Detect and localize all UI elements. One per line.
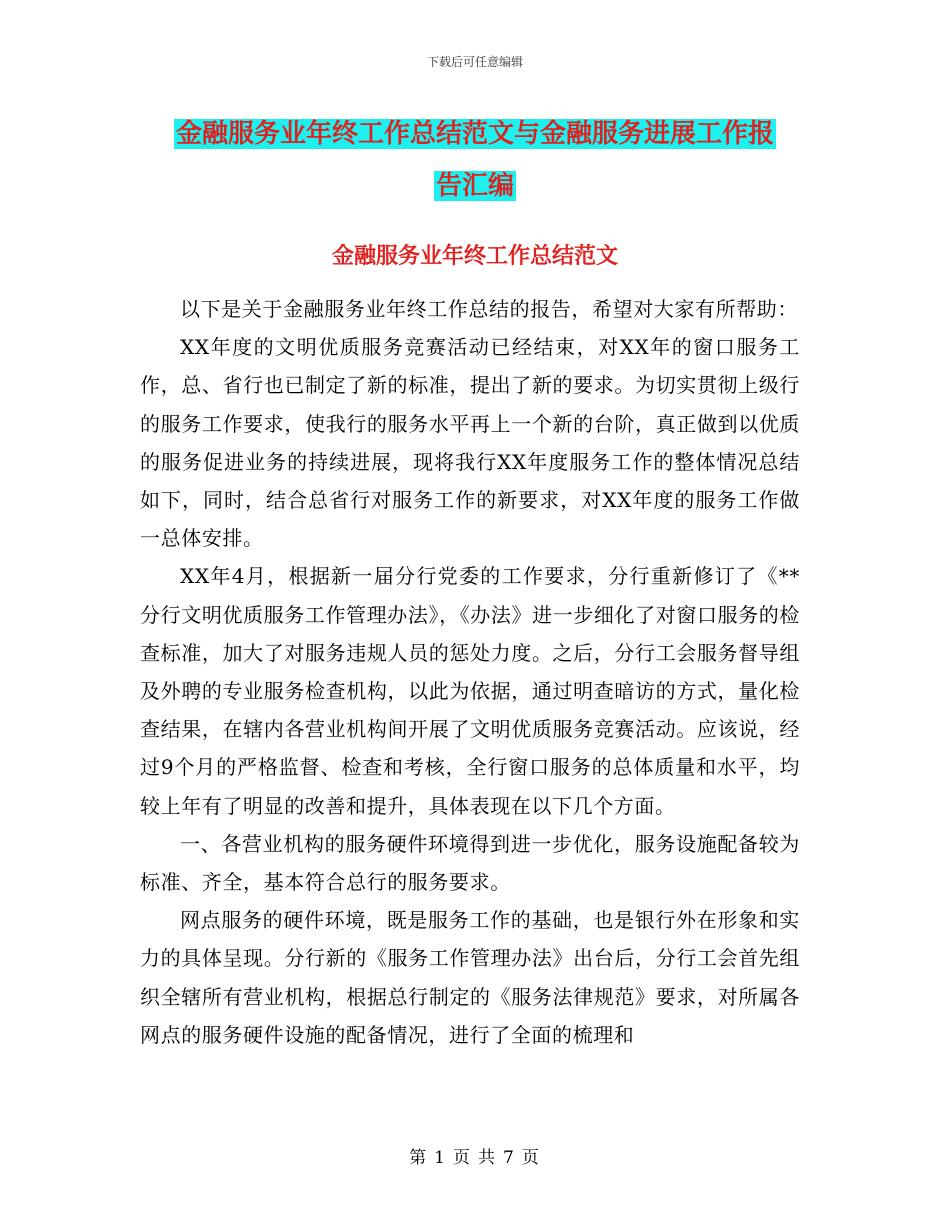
footer-prefix: 第 [409, 1148, 429, 1168]
page-number: 1 [434, 1148, 447, 1168]
title-line-2: 告汇编 [435, 171, 514, 201]
title-line-1: 金融服务业年终工作总结范文与金融服务进展工作报 [175, 119, 774, 149]
document-title [140, 108, 810, 212]
total-pages: 7 [503, 1148, 516, 1168]
paragraph: XX年4月，根据新一届分行党委的工作要求，分行重新修订了《**分行文明优质服务工作管理办法》，《办法》进一步细化了对窗口服务的检查标准，加大了对服务违规人员的惩处力度。之后，分行工会服务督导组及外聘的专业服务检查机构，以此为依据，通过明查暗访的方式，量化检查结果，在辖内各营业机构间开展了文明优质服务竞赛活动。应该说，经过9个月的严格监督、检查和考核，全行窗口服务的总体质量和水平，均较上年有了明显的改善和提升，具体表现在以下几个方面。 [140, 564, 800, 818]
section-title: 金融服务业年终工作总结范文 [331, 244, 618, 269]
footer-page-word: 页 [453, 1148, 472, 1168]
body-text [140, 290, 800, 1054]
page-footer [0, 1143, 950, 1168]
paragraph: 以下是关于金融服务业年终工作总结的报告，希望对大家有所帮助： [180, 297, 798, 321]
footer-suffix: 页 [521, 1148, 541, 1168]
paragraph: 网点服务的硬件环境，既是服务工作的基础，也是银行外在形象和实力的具体呈现。分行新的《服务工作管理办法》出台后，分行工会首先组织全辖所有营业机构，根据总行制定的《服务法律规范》要求，对所属各网点的服务硬件设施的配备情况，进行了全面的梳理和 [140, 908, 800, 1047]
header-note: 下载后可任意编辑 [426, 55, 523, 69]
paragraph: 一、各营业机构的服务硬件环境得到进一步优化，服务设施配备较为标准、齐全，基本符合总行的服务要求。 [140, 831, 800, 895]
paragraph: XX年度的文明优质服务竞赛活动已经结束，对XX年的窗口服务工作，总、省行也已制定了新的标准，提出了新的要求。为切实贯彻上级行的服务工作要求，使我行的服务水平再上一个新的台阶，真正做到以优质的服务促进业务的持续进展，现将我行XX年度服务工作的整体情况总结如下，同时，结合总省行对服务工作的新要求，对XX年度的服务工作做一总体安排。 [140, 335, 800, 551]
footer-total-prefix: 共 [478, 1148, 497, 1168]
